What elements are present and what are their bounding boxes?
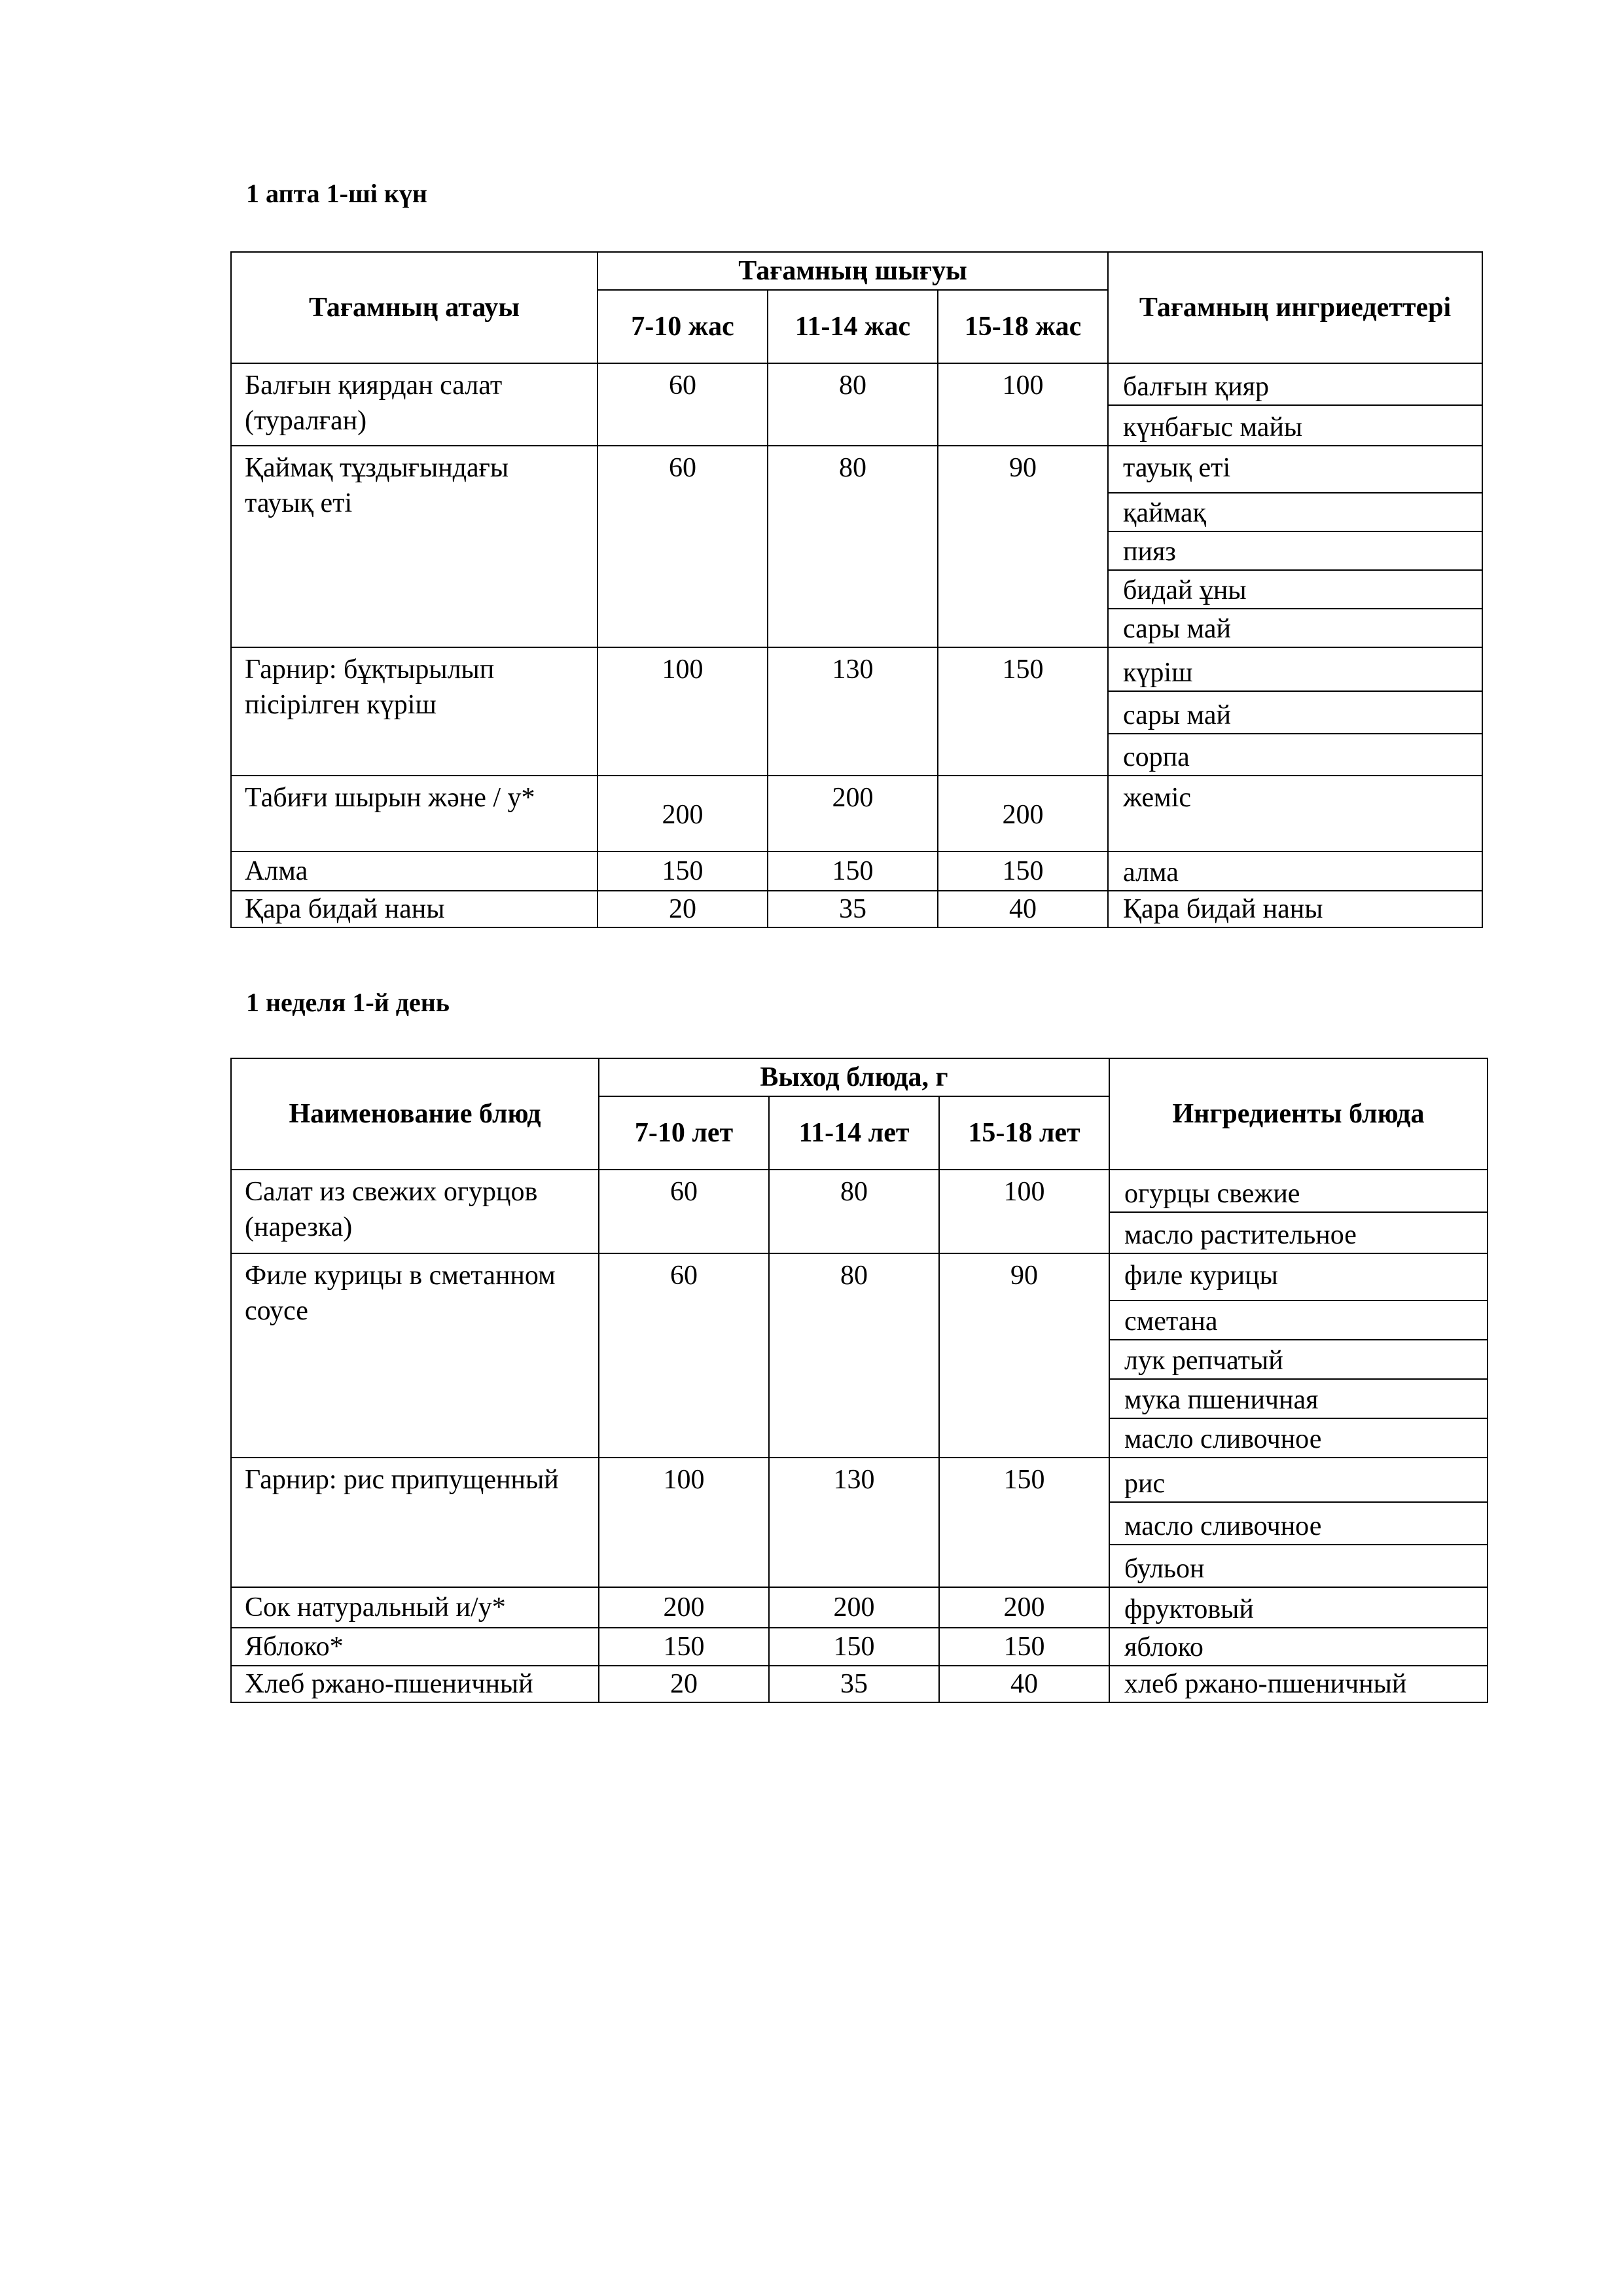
kz-age-2: 11-14 жас	[768, 290, 938, 363]
kz-age-3: 15-18 жас	[938, 290, 1108, 363]
value-7-10: 20	[597, 891, 768, 927]
value-11-14: 35	[769, 1666, 939, 1702]
kz-col-ingredients: Тағамның ингриедеттері	[1108, 252, 1482, 363]
ingredients-cell	[1109, 1253, 1488, 1458]
dish-name: Яблоко*	[231, 1628, 599, 1666]
dish-name: Филе курицы в сметанном соусе	[231, 1253, 599, 1458]
ru-row-1	[231, 1170, 1488, 1253]
ingredient-item: сорпа	[1109, 733, 1482, 775]
ingredients-cell	[1108, 891, 1482, 927]
kz-row-2	[231, 446, 1482, 647]
ingredient-item: алма	[1123, 857, 1179, 888]
ingredients-cell	[1109, 1628, 1488, 1666]
kz-row-6	[231, 891, 1482, 927]
ingredient-item: масло сливочное	[1110, 1501, 1487, 1544]
value-7-10: 100	[597, 647, 768, 776]
value-11-14: 200	[769, 1587, 939, 1628]
ingredient-item: жеміс	[1123, 783, 1192, 813]
kz-col-output: Тағамның шығуы	[597, 252, 1108, 290]
ingredient-item: лук репчатый	[1110, 1339, 1487, 1378]
ru-col-name: Наименование блюд	[231, 1058, 599, 1170]
kz-col-name: Тағамның атауы	[231, 252, 597, 363]
ingredient-item: масло сливочное	[1110, 1418, 1487, 1457]
value-11-14: 80	[768, 363, 938, 446]
value-7-10: 150	[597, 852, 768, 891]
dish-name: Алма	[231, 852, 597, 891]
ru-row-6	[231, 1666, 1488, 1702]
ingredient-item: хлеб ржано-пшеничный	[1124, 1669, 1407, 1699]
ingredient-item: күріш	[1123, 658, 1193, 688]
value-11-14: 80	[769, 1253, 939, 1458]
ingredient-item: яблоко	[1124, 1632, 1204, 1662]
ingredients-cell	[1109, 1170, 1488, 1253]
value-15-18: 150	[938, 647, 1108, 776]
ingredient-item: сметана	[1110, 1300, 1487, 1339]
dish-name: Гарнир: бұқтырылып пісірілген күріш	[231, 647, 597, 776]
ingredient-item: сары май	[1109, 691, 1482, 733]
value-7-10: 60	[599, 1170, 769, 1253]
ingredients-cell	[1108, 776, 1482, 852]
ru-row-4	[231, 1587, 1488, 1628]
value-11-14: 150	[769, 1628, 939, 1666]
value-7-10: 100	[599, 1458, 769, 1587]
value-7-10: 200	[597, 776, 768, 852]
kz-heading: 1 апта 1-ші күн	[246, 179, 427, 208]
ingredient-item: фруктовый	[1124, 1594, 1254, 1624]
value-7-10: 60	[597, 363, 768, 446]
ingredients-cell	[1108, 446, 1482, 647]
ingredient-item: рис	[1124, 1469, 1166, 1499]
dish-name: Салат из свежих огурцов (нарезка)	[231, 1170, 599, 1253]
value-7-10: 60	[599, 1253, 769, 1458]
value-7-10: 200	[599, 1587, 769, 1628]
ingredient-item: балғын қияр	[1123, 372, 1269, 402]
value-11-14: 35	[768, 891, 938, 927]
value-15-18: 150	[939, 1458, 1109, 1587]
kz-row-5	[231, 852, 1482, 891]
ru-age-1: 7-10 лет	[599, 1096, 769, 1170]
ingredient-item: филе курицы	[1124, 1261, 1278, 1291]
ru-age-3: 15-18 лет	[939, 1096, 1109, 1170]
ru-age-2: 11-14 лет	[769, 1096, 939, 1170]
value-11-14: 130	[768, 647, 938, 776]
kz-row-3	[231, 647, 1482, 776]
kz-row-4	[231, 776, 1482, 852]
ingredient-item: бульон	[1110, 1544, 1487, 1587]
ingredients-cell	[1109, 1587, 1488, 1628]
dish-name: Табиғи шырын және / у*	[231, 776, 597, 852]
value-11-14: 200	[768, 776, 938, 852]
ingredient-item: бидай ұны	[1109, 569, 1482, 608]
ingredients-cell	[1108, 363, 1482, 446]
ru-col-output: Выход блюда, г	[599, 1058, 1109, 1096]
value-15-18: 40	[938, 891, 1108, 927]
value-15-18: 200	[939, 1587, 1109, 1628]
value-7-10: 60	[597, 446, 768, 647]
value-11-14: 130	[769, 1458, 939, 1587]
kz-age-1: 7-10 жас	[597, 290, 768, 363]
dish-name: Хлеб ржано-пшеничный	[231, 1666, 599, 1702]
ingredient-item: мука пшеничная	[1110, 1378, 1487, 1418]
ingredients-cell	[1108, 852, 1482, 891]
dish-name: Қаймақ тұздығындағы тауық еті	[231, 446, 597, 647]
value-15-18: 40	[939, 1666, 1109, 1702]
ingredient-item: масло растительное	[1110, 1211, 1487, 1253]
value-15-18: 150	[939, 1628, 1109, 1666]
ru-row-5	[231, 1628, 1488, 1666]
dish-name: Балғын қиярдан салат (туралған)	[231, 363, 597, 446]
dish-name: Қара бидай наны	[231, 891, 597, 927]
value-15-18: 200	[938, 776, 1108, 852]
ingredient-item: қаймақ	[1109, 492, 1482, 531]
value-11-14: 150	[768, 852, 938, 891]
value-15-18: 150	[938, 852, 1108, 891]
kz-row-1	[231, 363, 1482, 446]
ingredients-cell	[1109, 1666, 1488, 1702]
ru-header-row-1	[231, 1058, 1488, 1096]
ru-col-ingredients: Ингредиенты блюда	[1109, 1058, 1488, 1170]
dish-name: Сок натуральный и/у*	[231, 1587, 599, 1628]
ingredient-item: күнбағыс майы	[1109, 404, 1482, 445]
dish-name: Гарнир: рис припущенный	[231, 1458, 599, 1587]
value-15-18: 90	[939, 1253, 1109, 1458]
ingredients-cell	[1109, 1458, 1488, 1587]
ru-heading: 1 неделя 1-й день	[246, 988, 450, 1017]
value-7-10: 20	[599, 1666, 769, 1702]
value-15-18: 100	[938, 363, 1108, 446]
ru-row-3	[231, 1458, 1488, 1587]
value-15-18: 90	[938, 446, 1108, 647]
ingredient-item: Қара бидай наны	[1123, 894, 1323, 924]
ingredient-item: сары май	[1109, 608, 1482, 647]
value-11-14: 80	[768, 446, 938, 647]
ingredient-item: тауық еті	[1123, 453, 1231, 483]
value-7-10: 150	[599, 1628, 769, 1666]
kz-menu-table	[230, 251, 1483, 928]
value-15-18: 100	[939, 1170, 1109, 1253]
ingredient-item: огурцы свежие	[1124, 1179, 1300, 1209]
ingredients-cell	[1108, 647, 1482, 776]
kz-header-row-1	[231, 252, 1482, 290]
value-11-14: 80	[769, 1170, 939, 1253]
ru-row-2	[231, 1253, 1488, 1458]
ingredient-item: пияз	[1109, 531, 1482, 569]
ru-menu-table	[230, 1058, 1488, 1703]
